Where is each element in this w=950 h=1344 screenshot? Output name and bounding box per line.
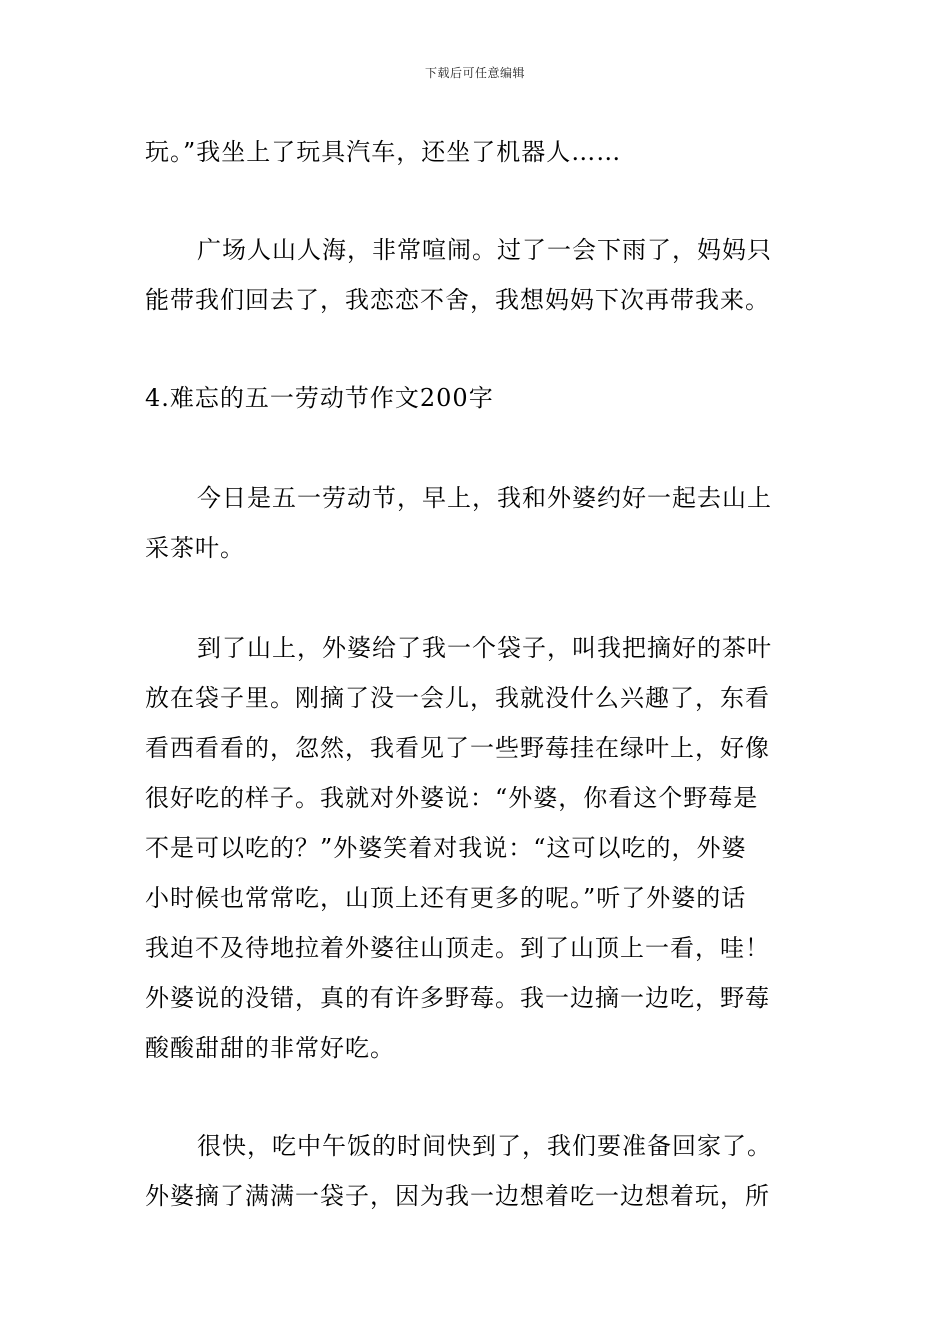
paragraph-line: 酸酸甜甜的非常好吃。 <box>145 1034 395 1062</box>
paragraph-line: 外婆摘了满满一袋子，因为我一边想着吃一边想着玩，所 <box>145 1182 770 1210</box>
paragraph-line: 今日是五一劳动节，早上，我和外婆约好一起去山上 <box>197 484 772 512</box>
paragraph-line: 采茶叶。 <box>145 534 245 562</box>
paragraph-line: 看西看看的，忽然，我看见了一些野莓挂在绿叶上，好像 <box>145 734 770 762</box>
paragraph-line: 小时候也常常吃，山顶上还有更多的呢。”听了外婆的话 <box>145 884 747 912</box>
paragraph-line: 到了山上，外婆给了我一个袋子，叫我把摘好的茶叶 <box>197 634 772 662</box>
paragraph-line: 外婆说的没错，真的有许多野莓。我一边摘一边吃，野莓 <box>145 984 770 1012</box>
paragraph-line: 我迫不及待地拉着外婆往山顶走。到了山顶上一看，哇！ <box>145 934 770 962</box>
paragraph-line: 不是可以吃的？”外婆笑着对我说：“这可以吃的，外婆 <box>145 834 747 862</box>
section-heading: 4.难忘的五一劳动节作文200字 <box>145 384 494 412</box>
paragraph-line: 广场人山人海，非常喧闹。过了一会下雨了，妈妈只 <box>197 236 772 264</box>
paragraph-line: 很快，吃中午饭的时间快到了，我们要准备回家了。 <box>197 1132 772 1160</box>
page-header: 下载后可任意编辑 <box>424 66 525 80</box>
paragraph-line: 玩。”我坐上了玩具汽车，还坐了机器人…… <box>145 138 622 166</box>
paragraph-line: 能带我们回去了，我恋恋不舍，我想妈妈下次再带我来。 <box>145 286 770 314</box>
paragraph-line: 放在袋子里。刚摘了没一会儿，我就没什么兴趣了，东看 <box>145 684 770 712</box>
paragraph-line: 很好吃的样子。我就对外婆说：“外婆，你看这个野莓是 <box>145 784 759 812</box>
